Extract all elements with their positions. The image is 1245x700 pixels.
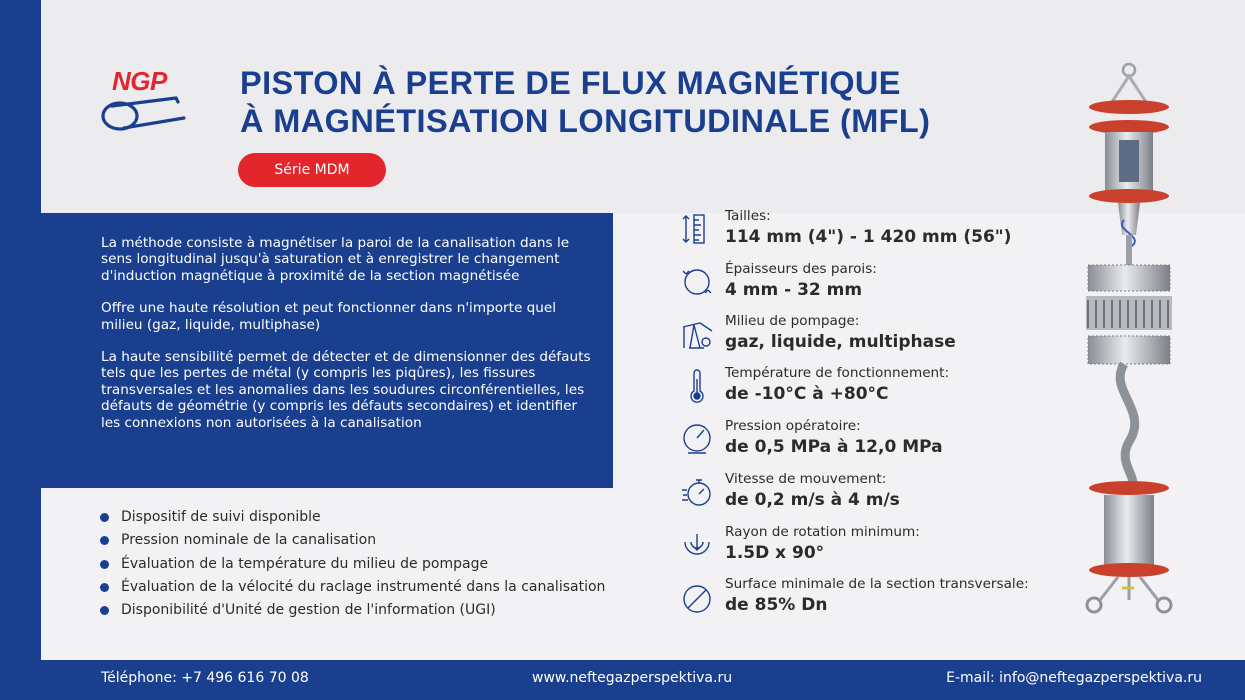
spec-label: Surface minimale de la section transversale: <box>725 576 1029 592</box>
footer-website-link[interactable]: www.neftegazperspektiva.ru <box>532 670 733 686</box>
spec-value: gaz, liquide, multiphase <box>725 332 956 352</box>
spec-label: Tailles: <box>725 208 771 224</box>
cross-section-icon <box>680 580 714 614</box>
bullet-dot-icon <box>100 606 109 615</box>
feature-list <box>100 506 605 622</box>
spec-min-cross-section <box>680 576 1060 626</box>
bullet-dot-icon <box>100 513 109 522</box>
wall-thickness-icon <box>680 265 714 299</box>
spec-min-bend-radius <box>680 524 1060 574</box>
page-title <box>240 64 930 140</box>
feature-item: Dispositif de suivi disponible <box>100 506 605 529</box>
spec-label: Rayon de rotation minimum: <box>725 524 920 540</box>
bullet-dot-icon <box>100 560 109 569</box>
pressure-gauge-icon <box>680 422 714 456</box>
mfl-tool-illustration <box>1078 60 1180 620</box>
spec-label: Vitesse de mouvement: <box>725 471 887 487</box>
spec-label: Température de fonctionnement: <box>725 365 950 381</box>
spec-sizes <box>680 208 1060 258</box>
spec-label: Milieu de pompage: <box>725 313 860 329</box>
spec-value: 1.5D x 90° <box>725 543 825 563</box>
spec-value: 4 mm - 32 mm <box>725 280 863 300</box>
spec-value: de -10°C à +80°C <box>725 384 889 404</box>
logo-text: NGP <box>112 66 167 96</box>
title-line-1: PISTON À PERTE DE FLUX MAGNÉTIQUE <box>240 65 901 101</box>
bullet-dot-icon <box>100 583 109 592</box>
description-paragraph: La méthode consiste à magnétiser la paroi de la canalisation dans le sens longitudinal jusqu'à saturation et à enregistrer le changement d'induction magnétique à proximité de la section magnétisée <box>101 235 570 284</box>
spec-pumping-medium <box>680 313 1060 363</box>
description-paragraph: La haute sensibilité permet de détecter et de dimensionner des défauts tels que les pertes de métal (y compris les piqûres), les fissures transversales et les anomalies dans les soudures circonférentielles, les défauts de géométrie (y compris les défauts secondaires) et identifier les connexions non autorisées à la canalisation <box>101 349 591 431</box>
feature-item: Évaluation de la vélocité du raclage instrumenté dans la canalisation <box>100 576 605 599</box>
spec-value: de 0,5 MPa à 12,0 MPa <box>725 437 943 457</box>
spec-value: de 85% Dn <box>725 595 828 615</box>
footer-phone: Téléphone: +7 496 616 70 08 <box>101 670 309 686</box>
feature-item: Pression nominale de la canalisation <box>100 529 605 552</box>
spec-movement-speed <box>680 471 1060 521</box>
pump-jack-icon <box>680 317 714 351</box>
thermometer-icon <box>680 369 714 403</box>
spec-operating-temperature <box>680 365 1060 415</box>
spec-value: 114 mm (4") - 1 420 mm (56") <box>725 227 1012 247</box>
spec-label: Épaisseurs des parois: <box>725 261 877 277</box>
description-box <box>41 213 613 488</box>
series-badge: Série MDM <box>238 153 386 187</box>
size-ruler-icon <box>680 212 714 246</box>
description-paragraph: Offre une haute résolution et peut fonctionner dans n'importe quel milieu (gaz, liquide, multiphase) <box>101 300 557 333</box>
feature-item: Évaluation de la température du milieu de pompage <box>100 553 605 576</box>
footer-bar <box>41 660 1245 700</box>
spec-wall-thickness <box>680 261 1060 311</box>
feature-item: Disponibilité d'Unité de gestion de l'information (UGI) <box>100 599 605 622</box>
speed-stopwatch-icon <box>680 475 714 509</box>
spec-label: Pression opératoire: <box>725 418 861 434</box>
footer-email-link[interactable]: E-mail: info@neftegazperspektiva.ru <box>946 670 1202 686</box>
bend-radius-icon <box>680 528 714 562</box>
bullet-dot-icon <box>100 536 109 545</box>
left-accent-bar <box>0 0 41 700</box>
title-line-2: À MAGNÉTISATION LONGITUDINALE (MFL) <box>240 103 931 139</box>
spec-value: de 0,2 m/s à 4 m/s <box>725 490 900 510</box>
spec-operating-pressure <box>680 418 1060 468</box>
